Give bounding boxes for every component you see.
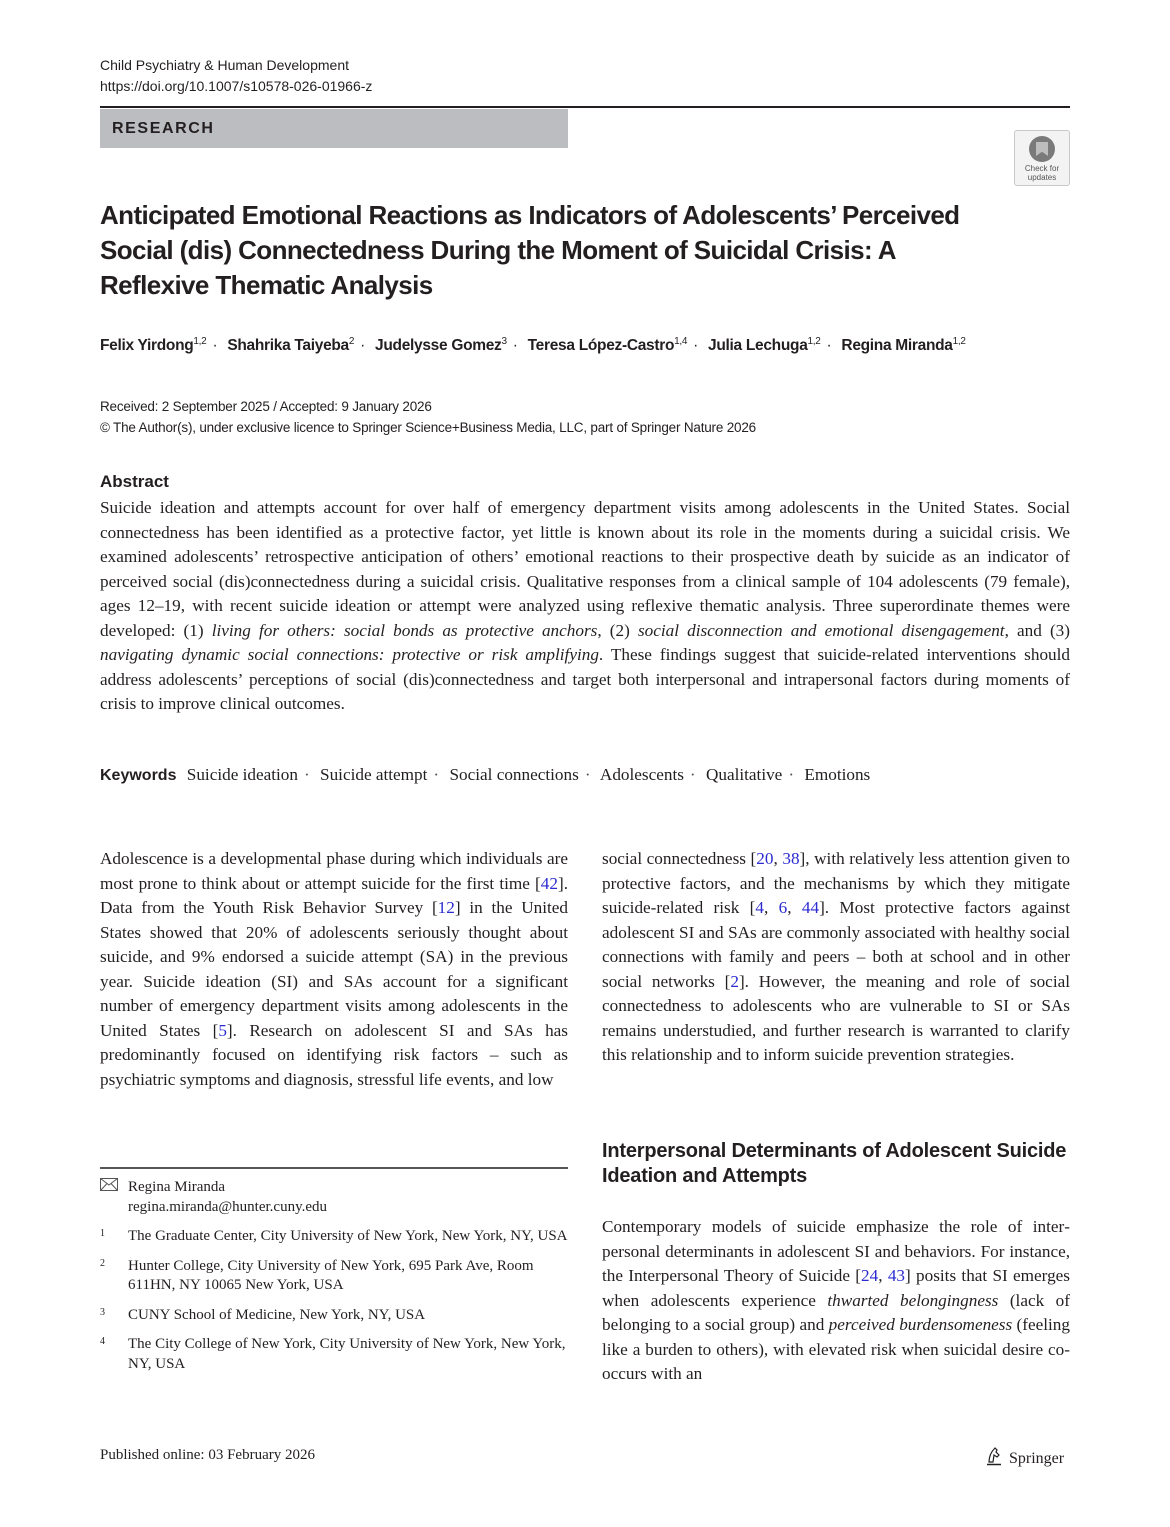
publisher-name: Springer bbox=[1009, 1449, 1065, 1467]
corresponding-author bbox=[100, 1178, 568, 1217]
keywords: Keywords Suicide ideation · Suicide attempt · Social connections · Adolescents · Qualitative · Emotions bbox=[100, 765, 871, 784]
keyword[interactable]: Social connections bbox=[449, 765, 579, 784]
citation-link[interactable]: 4 bbox=[755, 898, 764, 917]
author[interactable]: Regina Miranda$^{1,2}$ bbox=[841, 336, 966, 355]
article-type-label: RESEARCH bbox=[112, 120, 215, 137]
affiliation: 4 The City College of New York, City University of New York, New York, NY, USA bbox=[100, 1336, 566, 1372]
keyword[interactable]: Suicide attempt bbox=[320, 765, 428, 784]
received-accepted: Received: 2 September 2025 / Accepted: 9 January 2026 bbox=[100, 399, 432, 414]
check-badge-line1: Check for bbox=[1024, 164, 1060, 173]
keyword[interactable]: Qualitative bbox=[705, 765, 783, 784]
header-rule bbox=[100, 106, 1070, 108]
corresponding-name: Regina Miranda bbox=[128, 1179, 226, 1195]
affiliation: 3 CUNY School of Medicine, New York, NY, USA bbox=[100, 1306, 426, 1323]
author[interactable]: Julia Lechuga$^{1,2}$ bbox=[708, 336, 821, 355]
body-paragraph: Contemporary models of suicide emphasize the role of interpersonal determinants in adolescent SI and behaviors. For instance, the Interpersonal Theory of Suicide [24, 43] posits that SI emerges when adolescents experience thwarted belongingness (lack of belonging to a social group) and perceived burdensomeness (feeling like a burden to others), with elevated risk when suicidal desire co-occurs with an bbox=[602, 1217, 1070, 1383]
citation-link[interactable]: 5 bbox=[218, 1020, 227, 1040]
author[interactable]: Felix Yirdong$^{1,2}$ bbox=[100, 336, 207, 355]
citation-link[interactable]: 43 bbox=[887, 1266, 905, 1285]
envelope-icon bbox=[100, 1178, 128, 1217]
abstract-text: Suicide ideation and attempts account for over half of emergency department visits among adolescents in the United States. Social connectedness has been identified as a protective factor, yet little is known about its role in the moments during a suicidal crisis. We examined adolescents’ retrospective anticipation of others’ emotional reactions to their prospective death by suicide as an indicator of perceived social (dis)connectedness during a suicidal crisis. Qualitative responses from a clinical sample of 104 adolescents (79 female), ages 12–19, with recent suicide ideation or attempt were analyzed using reflexive thematic analysis. Three superordinate themes were developed: (1) living for others: social bonds as protective anchors, (2) social disconnection and emotional disengagement, and (3) navigating dynamic social connections: protective or risk amplifying. These findings suggest that suicide-related interventions should address adolescents’ perceptions of social (dis)connectedness and target both interpersonal and intrapersonal factors during moments of crisis to improve clinical outcomes. bbox=[100, 498, 1070, 713]
citation-link[interactable]: 12 bbox=[437, 898, 455, 917]
springer-horse-icon bbox=[985, 1446, 1003, 1471]
section-heading: Interpersonal Determinants of Adolescent Suicide Ideation and Attempts bbox=[602, 1140, 1067, 1187]
affiliation: 2 Hunter College, City University of New York, 695 Park Ave, Room 611HN, NY 10065 New York, USA bbox=[100, 1257, 534, 1293]
citation-link[interactable]: 44 bbox=[801, 898, 820, 917]
citation-link[interactable]: 20 bbox=[756, 849, 774, 868]
author[interactable]: Teresa López-Castro$^{1,4}$ bbox=[527, 336, 688, 355]
keyword[interactable]: Suicide ideation bbox=[186, 765, 298, 784]
publisher-logo[interactable] bbox=[985, 1446, 1064, 1471]
check-badge-line2: updates bbox=[1027, 173, 1057, 182]
footnote-rule bbox=[100, 1167, 568, 1169]
citation-link[interactable]: 6 bbox=[778, 898, 788, 917]
keyword[interactable]: Emotions bbox=[804, 765, 871, 784]
citation-link[interactable]: 2 bbox=[730, 971, 739, 991]
copyright: © The Author(s), under exclusive licence to Springer Science+Business Media, LLC, part of Springer Nature 2026 bbox=[100, 420, 756, 435]
citation-link[interactable]: 42 bbox=[540, 873, 558, 893]
keyword[interactable]: Adolescents bbox=[599, 765, 684, 784]
abstract-heading: Abstract bbox=[100, 472, 169, 491]
corresponding-email[interactable]: regina.miranda@hunter.cuny.edu bbox=[128, 1198, 328, 1215]
check-for-updates-button[interactable] bbox=[1014, 130, 1070, 186]
citation-link[interactable]: 38 bbox=[782, 849, 800, 868]
journal-header bbox=[100, 55, 372, 97]
citation-link[interactable]: 24 bbox=[861, 1266, 879, 1285]
footnotes bbox=[100, 1178, 568, 1384]
doi-link[interactable]: https://doi.org/10.1007/s10578-026-01966-z bbox=[100, 78, 373, 94]
bookmark-circle-icon bbox=[1029, 136, 1055, 162]
affiliation: 1 The Graduate Center, City University of New York, New York, NY, USA bbox=[100, 1228, 568, 1244]
article-title: Anticipated Emotional Reactions as Indicators of Adolescents’ Perceived Social (dis) Connectedness During the Moment of Suicidal Crisis: A Reflexive Thematic Analysis bbox=[100, 200, 960, 300]
publication-dates bbox=[100, 396, 756, 438]
author[interactable]: Judelysse Gomez$^3$ bbox=[375, 336, 507, 355]
body-paragraph: social connectedness [20, 38], with relatively less attention given to protective factors, and the mechanisms by which they mitigate suicide-related risk [4, 6, 44]. Most protective factors against adolescent SI and SAs are commonly associated with healthy social connections with family and peers – both at school and in other social networks [2]. However, the meaning and role of social connectedness to adolescents who are vulnerable to SI or SAs remains understudied, and further research is warranted to clarify this relationship and to inform suicide prevention strategies. bbox=[602, 849, 1071, 1064]
author[interactable]: Shahrika Taiyeba$^2$ bbox=[227, 336, 355, 355]
body-paragraph: Adolescence is a developmental phase during which individuals are most prone to think about or attempt suicide for the first time [42]. Data from the Youth Risk Behavior Survey [12] in the United States showed that 20% of adolescents seriously thought about suicide, and 9% endorsed a suicide attempt (SA) in the previous year. Suicide ideation (SI) and SAs account for a significant number of emergency department visits among adolescents in the United States [5]. Research on adolescent SI and SAs has predominantly focused on identifying risk factors – such as psychiatric symptoms and diagnosis, stressful life events, and low bbox=[100, 849, 568, 1089]
author-list: Felix Yirdong$^{1,2}$ · Shahrika Taiyeba$^2$ · Judelysse Gomez$^3$ · Teresa López-Castro$^{1,4}$ · Julia Lechuga$^{1,2}$ · Regina Miranda$^{1,2}$ bbox=[100, 336, 966, 355]
published-date: Published online: 03 February 2026 bbox=[100, 1447, 315, 1463]
journal-name: Child Psychiatry & Human Development bbox=[100, 57, 349, 73]
keywords-label: Keywords bbox=[100, 767, 177, 784]
